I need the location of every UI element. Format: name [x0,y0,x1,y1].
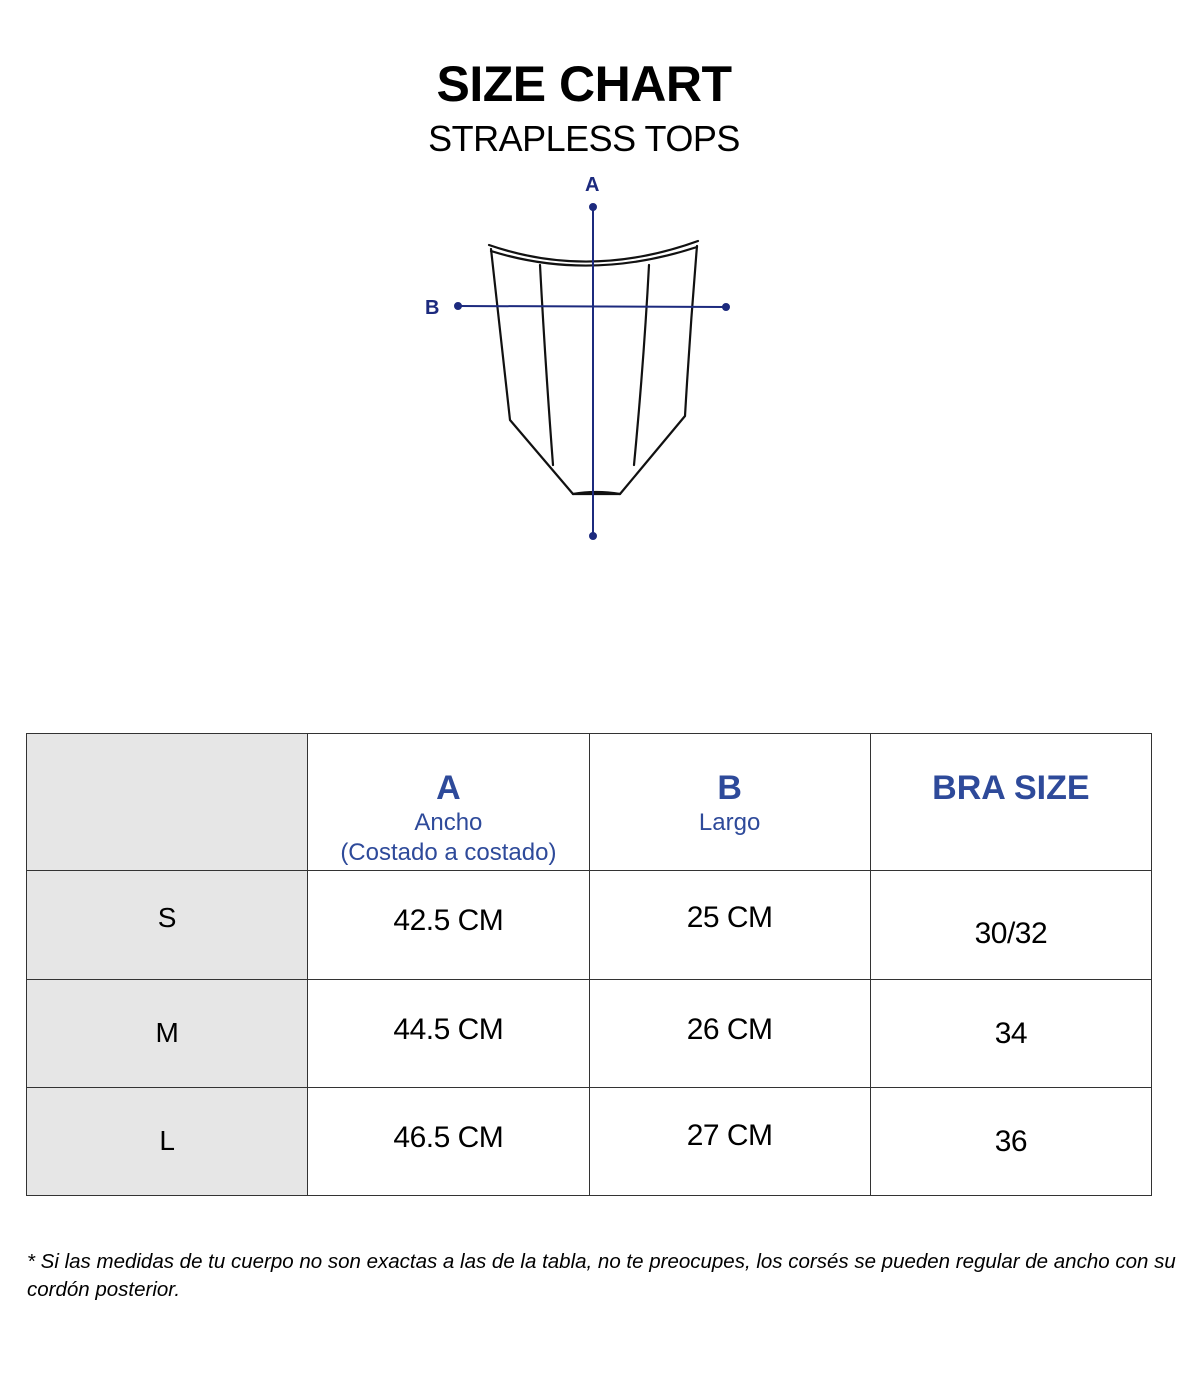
measure-a-label: A [585,174,600,196]
measure-a-top-dot [590,204,596,210]
measure-b-label: B [425,297,440,319]
right-boning-seam [634,265,649,465]
value-b: 26 CM [589,979,870,1087]
footnote: * Si las medidas de tu cuerpo no son exactas a las de la tabla, no te preocupes, los corsés se pueden regular de ancho con su cordón posterior. [27,1250,1176,1301]
table-row [27,871,1152,979]
value-a: 46.5 CM [308,1087,589,1195]
left-boning-seam [540,265,553,465]
value-b: 25 CM [589,871,870,979]
value-bra: 30/32 [870,871,1151,979]
size-label: S [27,871,308,979]
table-row [27,1087,1152,1195]
page-subtitle: STRAPLESS TOPS [428,118,740,159]
size-table [26,733,1152,1196]
measure-b-right-dot [723,304,729,310]
measure-b-line [458,306,726,307]
header-col-a [308,734,589,871]
value-b: 27 CM [589,1087,870,1195]
value-a: 44.5 CM [308,979,589,1087]
header-col-bra [870,734,1151,871]
col-bra-letter: BRA SIZE [932,769,1090,807]
col-a-sub2: (Costado a costado) [340,839,557,866]
size-label: L [27,1087,308,1195]
value-a: 42.5 CM [308,871,589,979]
corner-cell [27,734,308,871]
col-a-sub: Ancho [414,809,483,836]
col-b-sub: Largo [698,809,761,836]
col-a-letter: A [436,769,461,807]
measure-b-left-dot [455,303,461,309]
size-label: M [27,979,308,1087]
value-bra: 34 [870,979,1151,1087]
strapless-top-diagram [0,0,1200,600]
measure-a-bottom-dot [590,533,596,539]
header-col-b [589,734,870,871]
table-header-row [27,734,1152,871]
page-title: SIZE CHART [436,56,732,112]
value-bra: 36 [870,1087,1151,1195]
table-row [27,979,1152,1087]
col-b-letter: B [717,769,742,807]
